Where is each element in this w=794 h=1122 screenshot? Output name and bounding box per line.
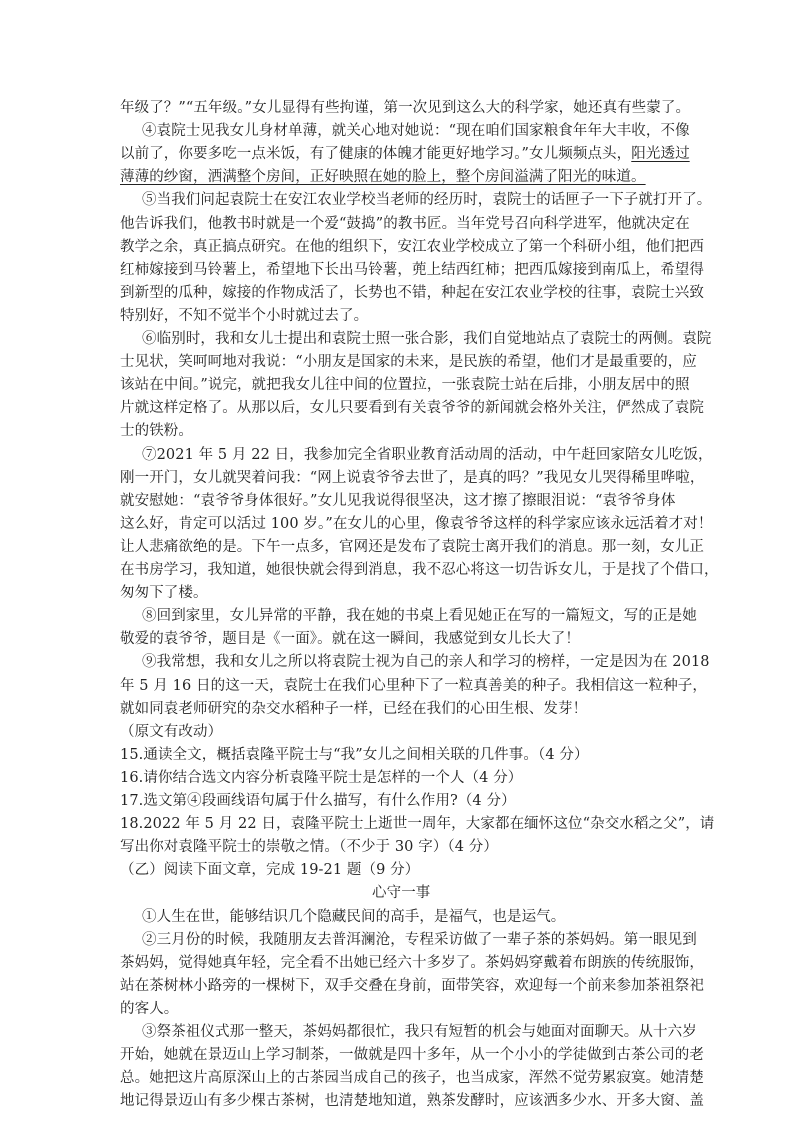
text-line <box>120 627 580 651</box>
line-text: ②三月份的时候，我随朋友去普洱澜沧，专程采访做了一辈子茶的茶妈妈。第一眼见到 <box>142 931 697 948</box>
question-line <box>120 812 714 836</box>
text-line <box>120 1066 704 1090</box>
line-text: 士的铁粉。 <box>120 423 193 440</box>
line-text: 特别好，不知不觉半个小时就过去了。 <box>120 307 369 324</box>
line-text: 开始，她就在景迈山上学习制茶，一做就是四十多年，从一个小小的学徒做到古茶公司的老 <box>120 1047 704 1064</box>
line-text: 该站在中间。”说完，就把我女儿往中间的位置拉，一张袁院士站在后排，小朋友居中的照 <box>120 377 690 394</box>
line-text: 心守一事 <box>372 885 431 902</box>
line-text: 16.请你结合选文内容分析袁隆平院士是怎样的一个人（4 分） <box>120 769 523 786</box>
question-line <box>120 743 589 767</box>
text-line <box>142 650 710 674</box>
line-text: 匆匆下了楼。 <box>120 585 208 602</box>
text-line <box>120 581 208 605</box>
line-text: 年级了？”“五年级。”女儿显得有些拘谨，第一次见到这么大的科学家，她还真有些蒙了。 <box>120 100 691 116</box>
text-line <box>120 674 707 698</box>
text-line <box>120 258 704 282</box>
text-line <box>142 905 565 929</box>
text-line <box>120 1089 704 1113</box>
line-text: 让人悲痛欲绝的是。下午一点多，官网还是发布了袁院士离开我们的消息。那一刻，女儿正 <box>120 538 704 555</box>
underlined-sentence: 薄薄的纱窗，洒满整个房间，正好映照在她的脸上，整个房间溢满了阳光的味道。 <box>120 169 646 186</box>
line-text: 刚一开门，女儿就哭着问我：“网上说袁爷爷去世了，是真的吗？”我见女儿哭得稀里哗啦， <box>120 469 705 486</box>
text-line <box>120 489 676 513</box>
text-line <box>120 835 498 859</box>
line-text: ⑨我常想，我和女儿之所以将袁院士视为自己的亲人和学习的榜样，一定是因为在 2018 <box>142 654 710 671</box>
line-text: ③祭茶祖仪式那一整天，茶妈妈都很忙，我只有短暂的机会与她面对面聊天。从十六岁 <box>142 1024 697 1040</box>
text-line <box>120 373 690 397</box>
text-line <box>142 928 697 952</box>
question-line <box>120 789 516 813</box>
article-title <box>372 881 430 905</box>
line-text: 年 5 月 16 日的这一天，袁院士在我们心里种下了一粒真善美的种子。我相信这一粒种子， <box>120 677 708 694</box>
text-line <box>120 419 193 443</box>
line-text: 敬爱的袁爷爷，题目是《一面》。就在这一瞬间，我感觉到女儿长大了！ <box>120 631 580 648</box>
text-line <box>120 951 704 975</box>
text-line <box>120 997 178 1021</box>
text-line <box>120 558 719 582</box>
line-text: 就如同袁老师研究的杂交水稻种子一样，已经在我们的心田生根、发芽！ <box>120 700 588 717</box>
text-line <box>120 974 704 998</box>
text-line <box>142 188 711 212</box>
text-line <box>142 327 711 351</box>
line-text: 17.选文第④段画线语句属于什么描写，有什么作用?（4 分） <box>120 793 516 809</box>
line-text: 士见状，笑呵呵地对我说：“小朋友是国家的未来，是民族的希望，他们才是最重要的，应 <box>120 354 697 371</box>
line-text: 在书房学习，我知道，她很快就会得到消息，我不忍心将这一切告诉女儿，于是找了个借口， <box>120 562 719 578</box>
line-text: 总。她把这片高原深山上的古茶园当成自己的孩子，也当成家，浑然不觉劳累寂寞。她清楚 <box>120 1070 704 1087</box>
line-text: （原文有改动） <box>120 723 223 740</box>
text-line <box>120 858 419 882</box>
line-text: ⑦2021 年 5 月 22 日，我参加完全省职业教育活动周的活动，中午赶回家陪女儿吃饭， <box>142 446 713 463</box>
text-line <box>120 165 646 189</box>
line-text: 以前了，你要多吃一点米饭，有了健康的体魄才能更好地学习。”女儿频频点头， <box>120 146 632 163</box>
text-line <box>120 466 704 490</box>
text-line <box>120 535 704 559</box>
text-line <box>120 396 704 420</box>
line-text: ⑥临别时，我和女儿士提出和袁院士照一张合影，我们自觉地站点了袁院士的两侧。袁院 <box>142 331 712 347</box>
line-text: 片就这样定格了。从那以后，女儿只要看到有关袁爷爷的新闻就会格外关注，俨然成了袁院 <box>120 400 704 417</box>
question-line <box>120 766 522 790</box>
line-text: 教学之余，真正搞点研究。在他的组织下，安江农业学校成立了第一个科研小组，他们把西 <box>120 238 704 255</box>
line-text: 红柿嫁接到马铃薯上，希望地下长出马铃薯，蔸上结西红柿；把西瓜嫁接到南瓜上，希望得 <box>120 261 704 278</box>
text-line <box>142 443 713 467</box>
text-line <box>142 1020 697 1044</box>
text-line <box>142 604 697 628</box>
text-line <box>120 720 222 744</box>
line-text: 站在茶树林小路旁的一棵树下，双手交叠在身前，面带笑容，欢迎每一个前来参加茶祖祭祀 <box>120 977 704 994</box>
underlined-sentence: 阳光透过 <box>631 146 690 163</box>
text-line <box>142 119 690 143</box>
line-text: 18.2022 年 5 月 22 日，袁隆平院士上逝世一周年，大家都在缅怀这位“杂交水稻之父”，请 <box>120 816 715 833</box>
line-text: 这么好，肯定可以活过 100 岁。”在女儿的心里，像袁爷爷这样的科学家应该永远活着才对！ <box>120 515 713 532</box>
text-line <box>120 697 587 721</box>
line-text: （乙）阅读下面文章，完成 19-21 题（9 分） <box>120 862 420 879</box>
line-text: ⑤当我们问起袁院士在安江农业学校当老师的经历时，袁院士的话匣子一下子就打开了。 <box>142 192 712 209</box>
line-text: 的客人。 <box>120 1000 179 1017</box>
line-text: 写出你对袁隆平院士的崇敬之情。（不少于 30 字）（4 分） <box>120 839 499 856</box>
text-line <box>120 281 704 305</box>
text-line <box>120 1043 704 1067</box>
text-line <box>120 212 690 236</box>
line-text: 就安慰她：“袁爷爷身体很好。”女儿见我说得很坚决，这才擦了擦眼泪说：“袁爷爷身体 <box>120 492 676 509</box>
text-line <box>120 350 697 374</box>
line-text: ⑧回到家里，女儿异常的平静，我在她的书桌上看见她正在写的一篇短文，写的正是她 <box>142 608 697 625</box>
text-line <box>120 512 712 536</box>
line-text: 地记得景迈山有多少棵古茶树，也清楚地知道，熟茶发酵时，应该洒多少水、开多大窗、盖 <box>120 1093 704 1110</box>
line-text: 到新型的瓜种，嫁接的作物成活了，长势也不错，种起在安江农业学校的往事，袁院士兴致 <box>120 284 704 301</box>
line-text: ①人生在世，能够结识几个隐藏民间的高手，是福气，也是运气。 <box>142 908 566 925</box>
line-text: ④袁院士见我女儿身材单薄，就关心地对她说：“现在咱们国家粮食年年大丰收，不像 <box>142 123 690 140</box>
text-line <box>120 304 368 328</box>
text-line <box>120 96 690 120</box>
line-text: 他告诉我们，他教书时就是一个爱“鼓捣”的教书匠。当年党号召向科学进军，他就决定在 <box>120 215 690 232</box>
line-text: 15.通读全文，概括袁隆平院士与“我”女儿之间相关联的几件事。（4 分） <box>120 746 589 763</box>
text-line <box>120 142 690 166</box>
line-text: 茶妈妈，觉得她真年轻，完全看不出她已经六十多岁了。茶妈妈穿戴着布朗族的传统服饰， <box>120 954 704 971</box>
text-line <box>120 235 704 259</box>
